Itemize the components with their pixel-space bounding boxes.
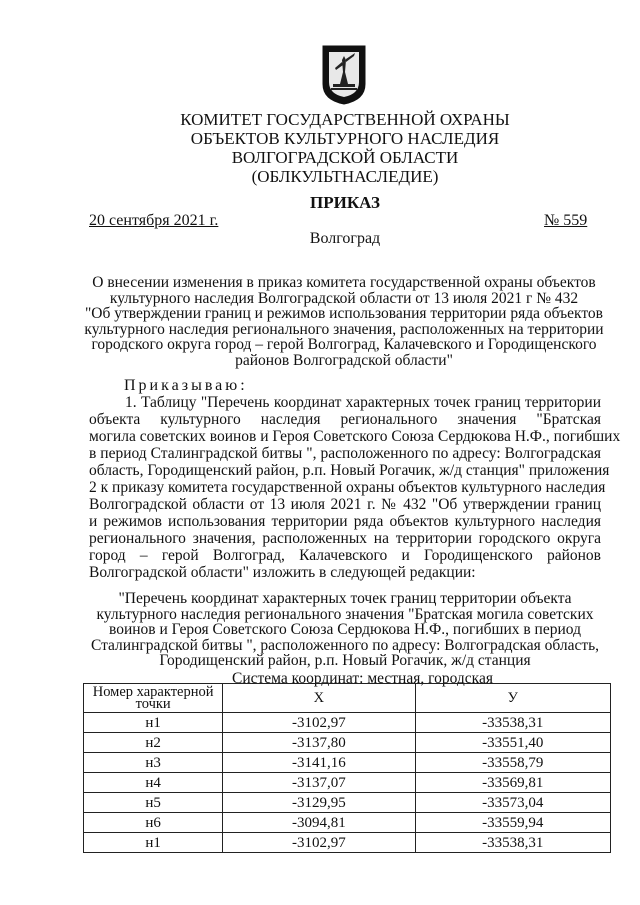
point-cell: н1 xyxy=(84,713,223,733)
paragraph-line: могила советских воинов и Героя Советского Союза Сердюкова Н.Ф., погибших xyxy=(89,428,621,445)
subject-line: О внесении изменения в приказ комитета государственной охраны объектов xyxy=(92,274,596,291)
x-cell: -3141,16 xyxy=(223,753,415,773)
table-row xyxy=(84,793,611,813)
quoted-table-title xyxy=(72,591,618,669)
point-cell: н2 xyxy=(84,733,223,753)
paragraph-line: регионального значения, расположенных на территории городского округа xyxy=(89,530,601,547)
quote-line: Сталинградской битвы ", расположенного по адресу: Волгоградская область, xyxy=(90,636,600,654)
y-cell: -33559,94 xyxy=(415,813,610,833)
committee-header xyxy=(0,110,640,186)
point-cell: н3 xyxy=(84,753,223,773)
order-date: 20 сентября 2021 г. xyxy=(89,212,219,229)
x-cell: -3137,80 xyxy=(223,733,415,753)
table-row xyxy=(84,733,611,753)
y-cell: -33538,31 xyxy=(415,833,610,853)
header-line: (ОБЛКУЛЬТНАСЛЕДИЕ) xyxy=(251,167,439,186)
paragraph-line: 2 к приказу комитета государственной охраны объектов культурного наследия xyxy=(89,479,606,496)
point-cell: н1 xyxy=(84,833,223,853)
paragraph-line: и режимов использования территории ряда объектов культурного наследия xyxy=(89,513,601,530)
order-paragraph-1 xyxy=(89,394,621,581)
coordinates-table xyxy=(83,683,611,853)
paragraph-line: 1. Таблицу "Перечень координат характерных точек границ территории xyxy=(125,394,601,411)
subject-line: районов Волгоградской области" xyxy=(235,351,453,369)
order-number: № 559 xyxy=(544,212,588,229)
x-cell: -3094,81 xyxy=(223,813,415,833)
y-cell: -33551,40 xyxy=(415,733,610,753)
table-row xyxy=(84,753,611,773)
x-cell: -3102,97 xyxy=(223,833,415,853)
point-cell: н6 xyxy=(84,813,223,833)
header-line: ОБЪЕКТОВ КУЛЬТУРНОГО НАСЛЕДИЯ xyxy=(190,129,500,148)
subject-line: городского округа город – герой Волгоград, Калачевского и Городищенского xyxy=(91,336,597,353)
subject-line: культурного наследия Волгоградской области от 13 июля 2021 г № 432 xyxy=(109,289,579,307)
paragraph-line: область, Городищенский район, р.п. Новый Рогачик, ж/д станция" приложения xyxy=(89,462,610,479)
order-word: Приказываю: xyxy=(124,377,248,394)
quote-line: культурного наследия регионального значения "Братская могила советских xyxy=(96,605,594,623)
y-cell: -33558,79 xyxy=(415,753,610,773)
x-cell: -3102,97 xyxy=(223,713,415,733)
paragraph-line: Волгоградской области" изложить в следующей редакции: xyxy=(89,564,476,581)
point-cell: н4 xyxy=(84,773,223,793)
table-row xyxy=(84,833,611,853)
y-cell: -33573,04 xyxy=(415,793,610,813)
header-line: КОМИТЕТ ГОСУДАРСТВЕННОЙ ОХРАНЫ xyxy=(180,110,510,129)
subject-line: "Об утверждении границ и режимов использования территории ряда объектов xyxy=(84,305,603,322)
table-row xyxy=(84,713,611,733)
paragraph-line: город – герой Волгоград, Калачевского и Городищенского районов xyxy=(89,547,601,564)
header-point-number: Номер характерной точки xyxy=(84,684,223,713)
subject-line: культурного наследия регионального значения, расположенных на территории xyxy=(84,320,604,338)
order-title: ПРИКАЗ xyxy=(310,193,380,212)
order-subject xyxy=(70,275,618,368)
quote-line: воинов и Героя Советского Союза Сердюкова Н.Ф., погибших в период xyxy=(109,621,581,638)
header-x: X xyxy=(223,684,415,713)
point-cell: н5 xyxy=(84,793,223,813)
paragraph-line: объекта культурного наследия регионального значения "Братская xyxy=(89,411,601,428)
y-cell: -33538,31 xyxy=(415,713,610,733)
table-row xyxy=(84,773,611,793)
x-cell: -3129,95 xyxy=(223,793,415,813)
order-city: Волгоград xyxy=(309,230,381,247)
quote-line: "Перечень координат характерных точек границ территории объекта xyxy=(118,590,572,607)
paragraph-line: Волгоградской области от 13 июля 2021 г. № 432 "Об утверждении границ xyxy=(89,496,601,513)
coordinate-system-label: Система координат: местная, городская xyxy=(232,670,493,687)
y-cell: -33569,81 xyxy=(415,773,610,793)
paragraph-line: в период Сталинградской битвы ", расположенного по адресу: Волгоградская xyxy=(89,445,601,462)
table-header-row xyxy=(84,684,611,713)
header-line: ВОЛГОГРАДСКОЙ ОБЛАСТИ xyxy=(231,148,459,167)
quote-line: Городищенский район, р.п. Новый Рогачик, ж/д станция xyxy=(159,652,531,669)
x-cell: -3137,07 xyxy=(223,773,415,793)
table-row xyxy=(84,813,611,833)
header-y: У xyxy=(415,684,610,713)
volgograd-emblem-icon xyxy=(321,44,367,106)
